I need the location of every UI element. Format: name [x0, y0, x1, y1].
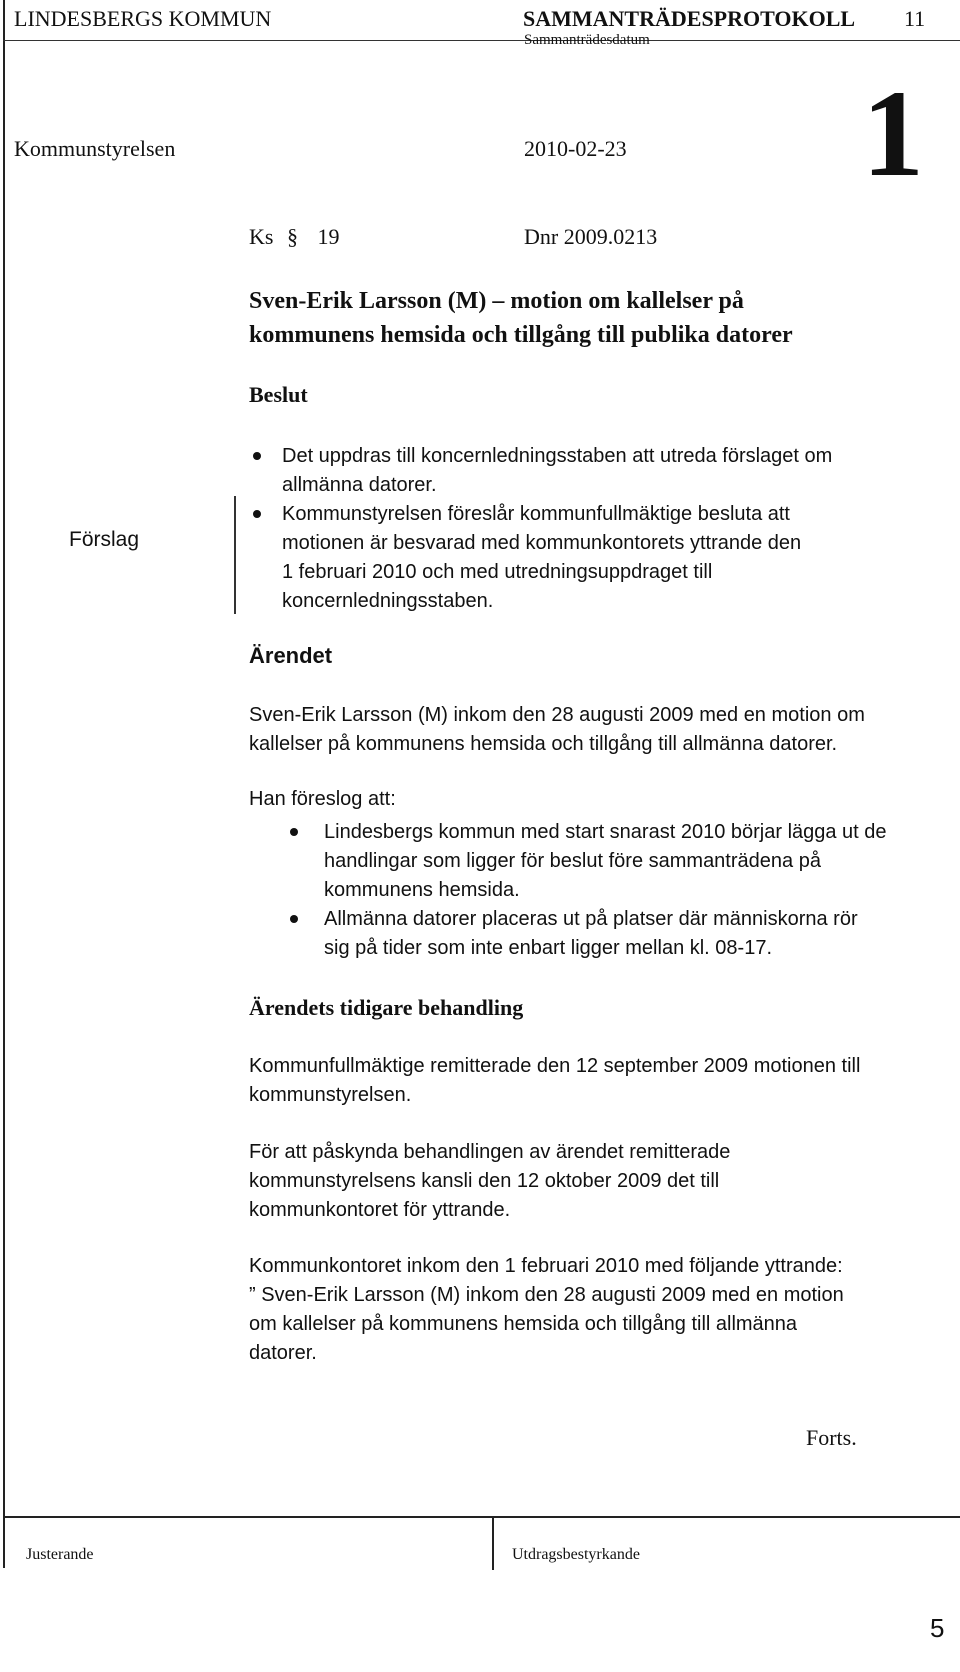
prior-p2-line-1: För att påskynda behandlingen av ärendet remitterade — [249, 1141, 731, 1163]
bullet-icon — [253, 510, 261, 518]
prior-p3-line-4: datorer. — [249, 1342, 317, 1364]
matter-intro-line-1: Sven-Erik Larsson (M) inkom den 28 augusti 2009 med en motion om — [249, 704, 865, 726]
prior-handling-paragraph-3 — [249, 1252, 959, 1368]
diary-number: Dnr 2009.0213 — [524, 224, 658, 249]
matter-intro-line-2: kallelser på kommunens hemsida och tillgång till allmänna datorer. — [249, 733, 838, 755]
prior-p2-line-3: kommunkontoret för yttrande. — [249, 1199, 511, 1221]
section-sign: § — [286, 224, 298, 249]
document-type: SAMMANTRÄDESPROTOKOLL — [523, 6, 856, 31]
decision-item-2-line-1: Kommunstyrelsen föreslår kommunfullmäktige besluta att — [282, 503, 790, 525]
proposal-item-2 — [290, 905, 960, 963]
adjuster-label: Justerande — [26, 1546, 94, 1563]
meeting-date: 2010-02-23 — [524, 136, 627, 161]
proposal-list — [290, 818, 960, 963]
corner-page-number: 5 — [930, 1613, 945, 1643]
decision-item-2-line-4: koncernledningsstaben. — [282, 590, 494, 612]
ks-label: Ks — [249, 224, 274, 249]
ks-number: 19 — [317, 224, 340, 249]
proposal-margin-bar — [234, 496, 236, 614]
decision-item-2 — [250, 500, 950, 616]
prior-handling-paragraph-2 — [249, 1138, 959, 1225]
prior-p1-line-2: kommunstyrelsen. — [249, 1084, 412, 1106]
matter-heading: Ärendet — [249, 643, 333, 668]
header-divider — [3, 40, 960, 41]
decision-item-1-line-2: allmänna datorer. — [282, 474, 437, 496]
continued-marker: Forts. — [806, 1425, 857, 1450]
decision-item-2-line-2: motionen är besvarad med kommunkontorets yttrande den — [282, 532, 802, 554]
margin-label-proposal: Förslag — [69, 528, 140, 551]
decision-item-1-line-1: Det uppdras till koncernledningsstaben att utreda förslaget om — [282, 445, 833, 467]
bullet-icon — [290, 915, 298, 923]
prior-p2-line-2: kommunstyrelsens kansli den 12 oktober 2009 det till — [249, 1170, 720, 1192]
proposal-item-1 — [290, 818, 960, 905]
proposal-item-2-line-1: Allmänna datorer placeras ut på platser där människorna rör — [324, 908, 858, 930]
proposal-item-1-line-2: handlingar som ligger för beslut före sammanträdena på — [324, 850, 821, 872]
prior-handling-paragraph-1 — [249, 1052, 959, 1110]
case-ks-reference — [249, 224, 339, 250]
prior-p3-line-2: ” Sven-Erik Larsson (M) inkom den 28 augusti 2009 med en motion — [249, 1284, 844, 1306]
proposal-label: Han föreslog att: — [249, 788, 396, 810]
prior-p3-line-1: Kommunkontoret inkom den 1 februari 2010 med följande yttrande: — [249, 1255, 843, 1277]
prior-handling-heading: Ärendets tidigare behandling — [249, 995, 524, 1020]
bullet-icon — [253, 452, 261, 460]
decision-heading: Beslut — [249, 382, 308, 407]
footer-divider — [3, 1516, 960, 1518]
committee-name: Kommunstyrelsen — [14, 136, 176, 161]
proposal-item-1-line-3: kommunens hemsida. — [324, 879, 520, 901]
case-title-line-1: Sven-Erik Larsson (M) – motion om kallelser på — [249, 288, 744, 314]
municipality-name: LINDESBERGS KOMMUN — [14, 6, 272, 31]
left-border-line — [3, 0, 5, 1568]
decision-item-1 — [250, 442, 950, 500]
bullet-icon — [290, 828, 298, 836]
prior-p1-line-1: Kommunfullmäktige remitterade den 12 september 2009 motionen till — [249, 1055, 861, 1077]
section-big-number: 1 — [862, 65, 924, 202]
matter-intro — [249, 701, 959, 759]
certified-extract-label: Utdragsbestyrkande — [512, 1546, 640, 1563]
decision-item-2-line-3: 1 februari 2010 och med utredningsuppdraget till — [282, 561, 713, 583]
page-number: 11 — [904, 6, 926, 31]
proposal-item-1-line-1: Lindesbergs kommun med start snarast 2010 börjar lägga ut de — [324, 821, 887, 843]
footer-column-divider — [492, 1516, 494, 1570]
case-title-line-2: kommunens hemsida och tillgång till publika datorer — [249, 322, 793, 348]
proposal-item-2-line-2: sig på tider som inte enbart ligger mellan kl. 08-17. — [324, 937, 773, 959]
meeting-date-label: Sammanträdesdatum — [524, 32, 650, 48]
decision-list — [250, 442, 950, 616]
prior-p3-line-3: om kallelser på kommunens hemsida och tillgång till allmänna — [249, 1313, 798, 1335]
